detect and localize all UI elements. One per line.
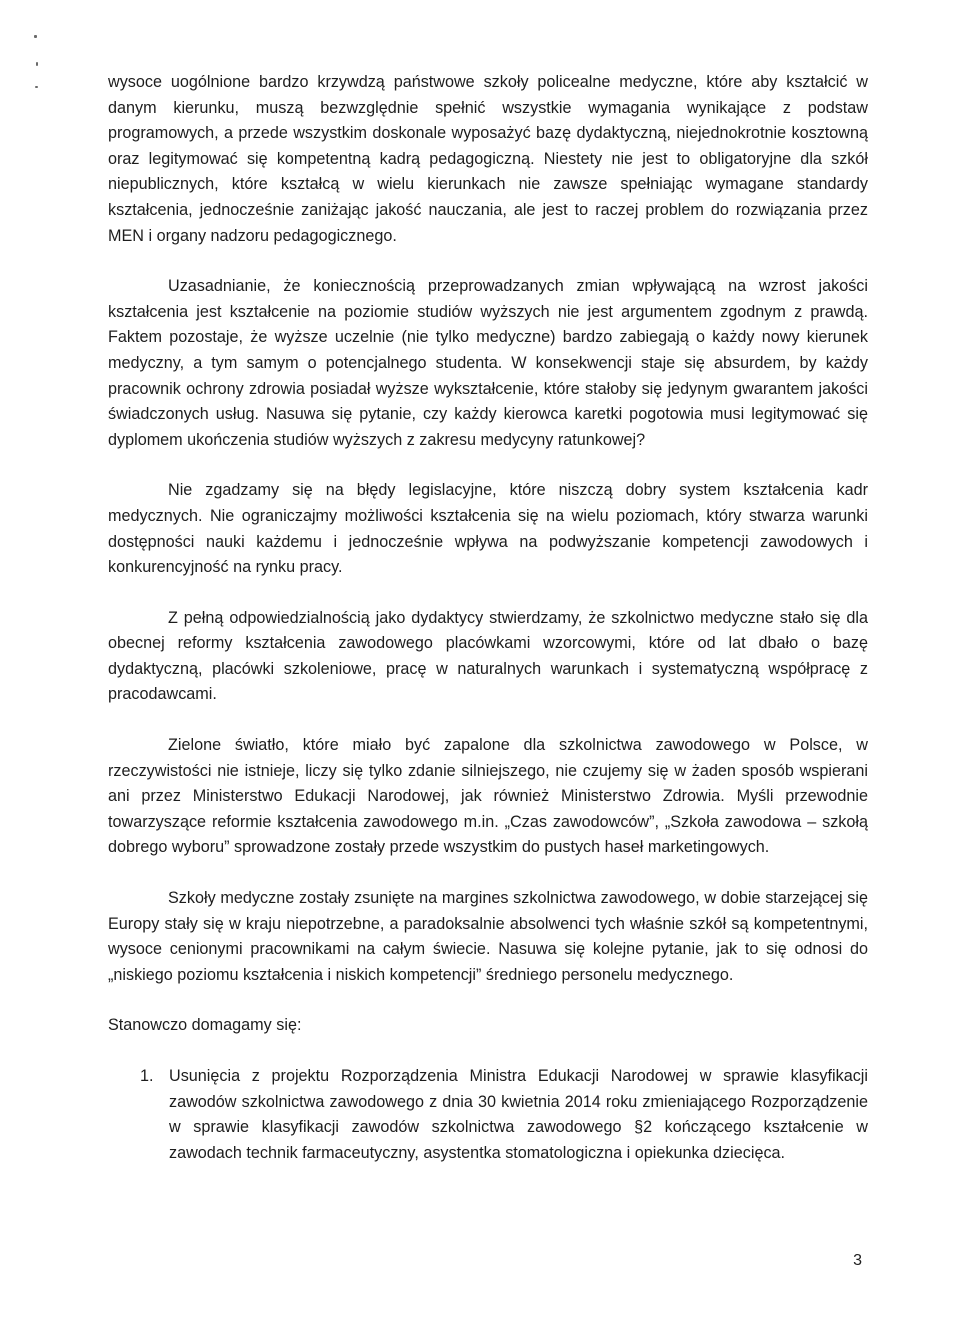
paragraph-5: Zielone światło, które miało być zapalone dla szkolnictwa zawodowego w Polsce, w rzeczywistości nie istnieje, liczy się tylko zdanie silniejszego, nie czujemy się w żaden sposób wspierani ani przez Ministerstwo Edukacji Narodowej, jak również Ministerstwo Zdrowia. Myśli przewodnie towarzyszące reformie kształcenia zawodowego m.in. „Czas zawodowców”, „Szkoła zawodowa – szkołą dobrego wyboru” sprowadzone zostały przede wszystkim do pustych haseł marketingowych. bbox=[108, 736, 868, 857]
list-item bbox=[108, 1064, 868, 1166]
paragraph-6: Szkoły medyczne zostały zsunięte na margines szkolnictwa zawodowego, w dobie starzejącej się Europy stały się w kraju niepotrzebne, a paradoksalnie absolwenci tych właśnie szkół są kompetentnymi, wysoce cenionymi pracownikami na całym świecie. Nasuwa się kolejne pytanie, jak to się odnosi do „niskiego poziomu kształcenia i niskich kompetencji” średniego personelu medycznego. bbox=[108, 889, 868, 984]
scan-artifact bbox=[34, 35, 37, 38]
paragraph-3: Nie zgadzamy się na błędy legislacyjne, które niszczą dobry system kształcenia kadr medycznych. Nie ograniczajmy możliwości kształcenia się na wielu poziomach, który stwarza warunki dostępności nauki każdemu i jednocześnie wpływa na podwyższanie kompetencji zawodowych i konkurencyjność na rynku pracy. bbox=[108, 481, 868, 577]
paragraph-4: Z pełną odpowiedzialnością jako dydaktycy stwierdzamy, że szkolnictwo medyczne stało się dla obecnej reformy kształcenia zawodowego placówkami wzorcowymi, które od lat dbało o bazę dydaktyczną, placówki szkoleniowe, pracę w naturalnych warunkach i systematyczną współpracę z pracodawcami. bbox=[108, 608, 868, 704]
paragraph-demands-intro: Stanowczo domagamy się: bbox=[108, 1016, 302, 1035]
document-body bbox=[108, 70, 868, 1166]
scan-artifact bbox=[36, 62, 38, 66]
demands-list bbox=[108, 1064, 868, 1166]
page-number: 3 bbox=[853, 1252, 862, 1269]
list-item-number: 1. bbox=[140, 1067, 154, 1085]
paragraph-2: Uzasadnianie, że koniecznością przeprowadzanych zmian wpływającą na wzrost jakości kształcenia jest kształcenie na poziomie studiów wyższych nie jest argumentem zgodnym z prawdą. Faktem pozostaje, że wyższe uczelnie (nie tylko medyczne) bardzo zabiegają o każdy nowy kierunek medyczny, a tym samym o potencjalnego studenta. W konsekwencji staje się absurdem, by każdy pracownik ochrony zdrowia posiadał wyższe wykształcenie, które stałoby się jedynym gwarantem jakości świadczonych usług. Nasuwa się pytanie, czy każdy kierowca karetki pogotowia musi legitymować się dyplomem ukończenia studiów wyższych z zakresu medycyny ratunkowej? bbox=[108, 277, 868, 449]
list-item-text: Usunięcia z projektu Rozporządzenia Ministra Edukacji Narodowej w sprawie klasyfikacji zawodów szkolnictwa zawodowego z dnia 30 kwietnia 2014 roku zmieniającego Rozporządzenie w sprawie klasyfikacji zawodów szkolnictwa zawodowego §2 kończącego kształcenie w zawodach technik farmaceutyczny, asystentka stomatologiczna i opiekunka dziecięca. bbox=[169, 1067, 868, 1162]
scan-artifact bbox=[35, 86, 38, 88]
paragraph-1: wysoce uogólnione bardzo krzywdzą państwowe szkoły policealne medyczne, które aby kształcić w danym kierunku, muszą bezwzględnie spełnić wszystkie wymagania wynikające z podstaw programowych, a przede wszystkim doskonale wyposażyć bazę dydaktyczną, niejednokrotnie kosztowną oraz legitymować się kompetentną kadrą pedagogiczną. Niestety nie jest to obligatoryjne dla szkół niepublicznych, które kształcą w wielu kierunkach nie zawsze spełniając wymagane standardy kształcenia, jednocześnie zaniżając jakość nauczania, ale jest to raczej problem do rozwiązania przez MEN i organy nadzoru pedagogicznego. bbox=[108, 73, 868, 245]
